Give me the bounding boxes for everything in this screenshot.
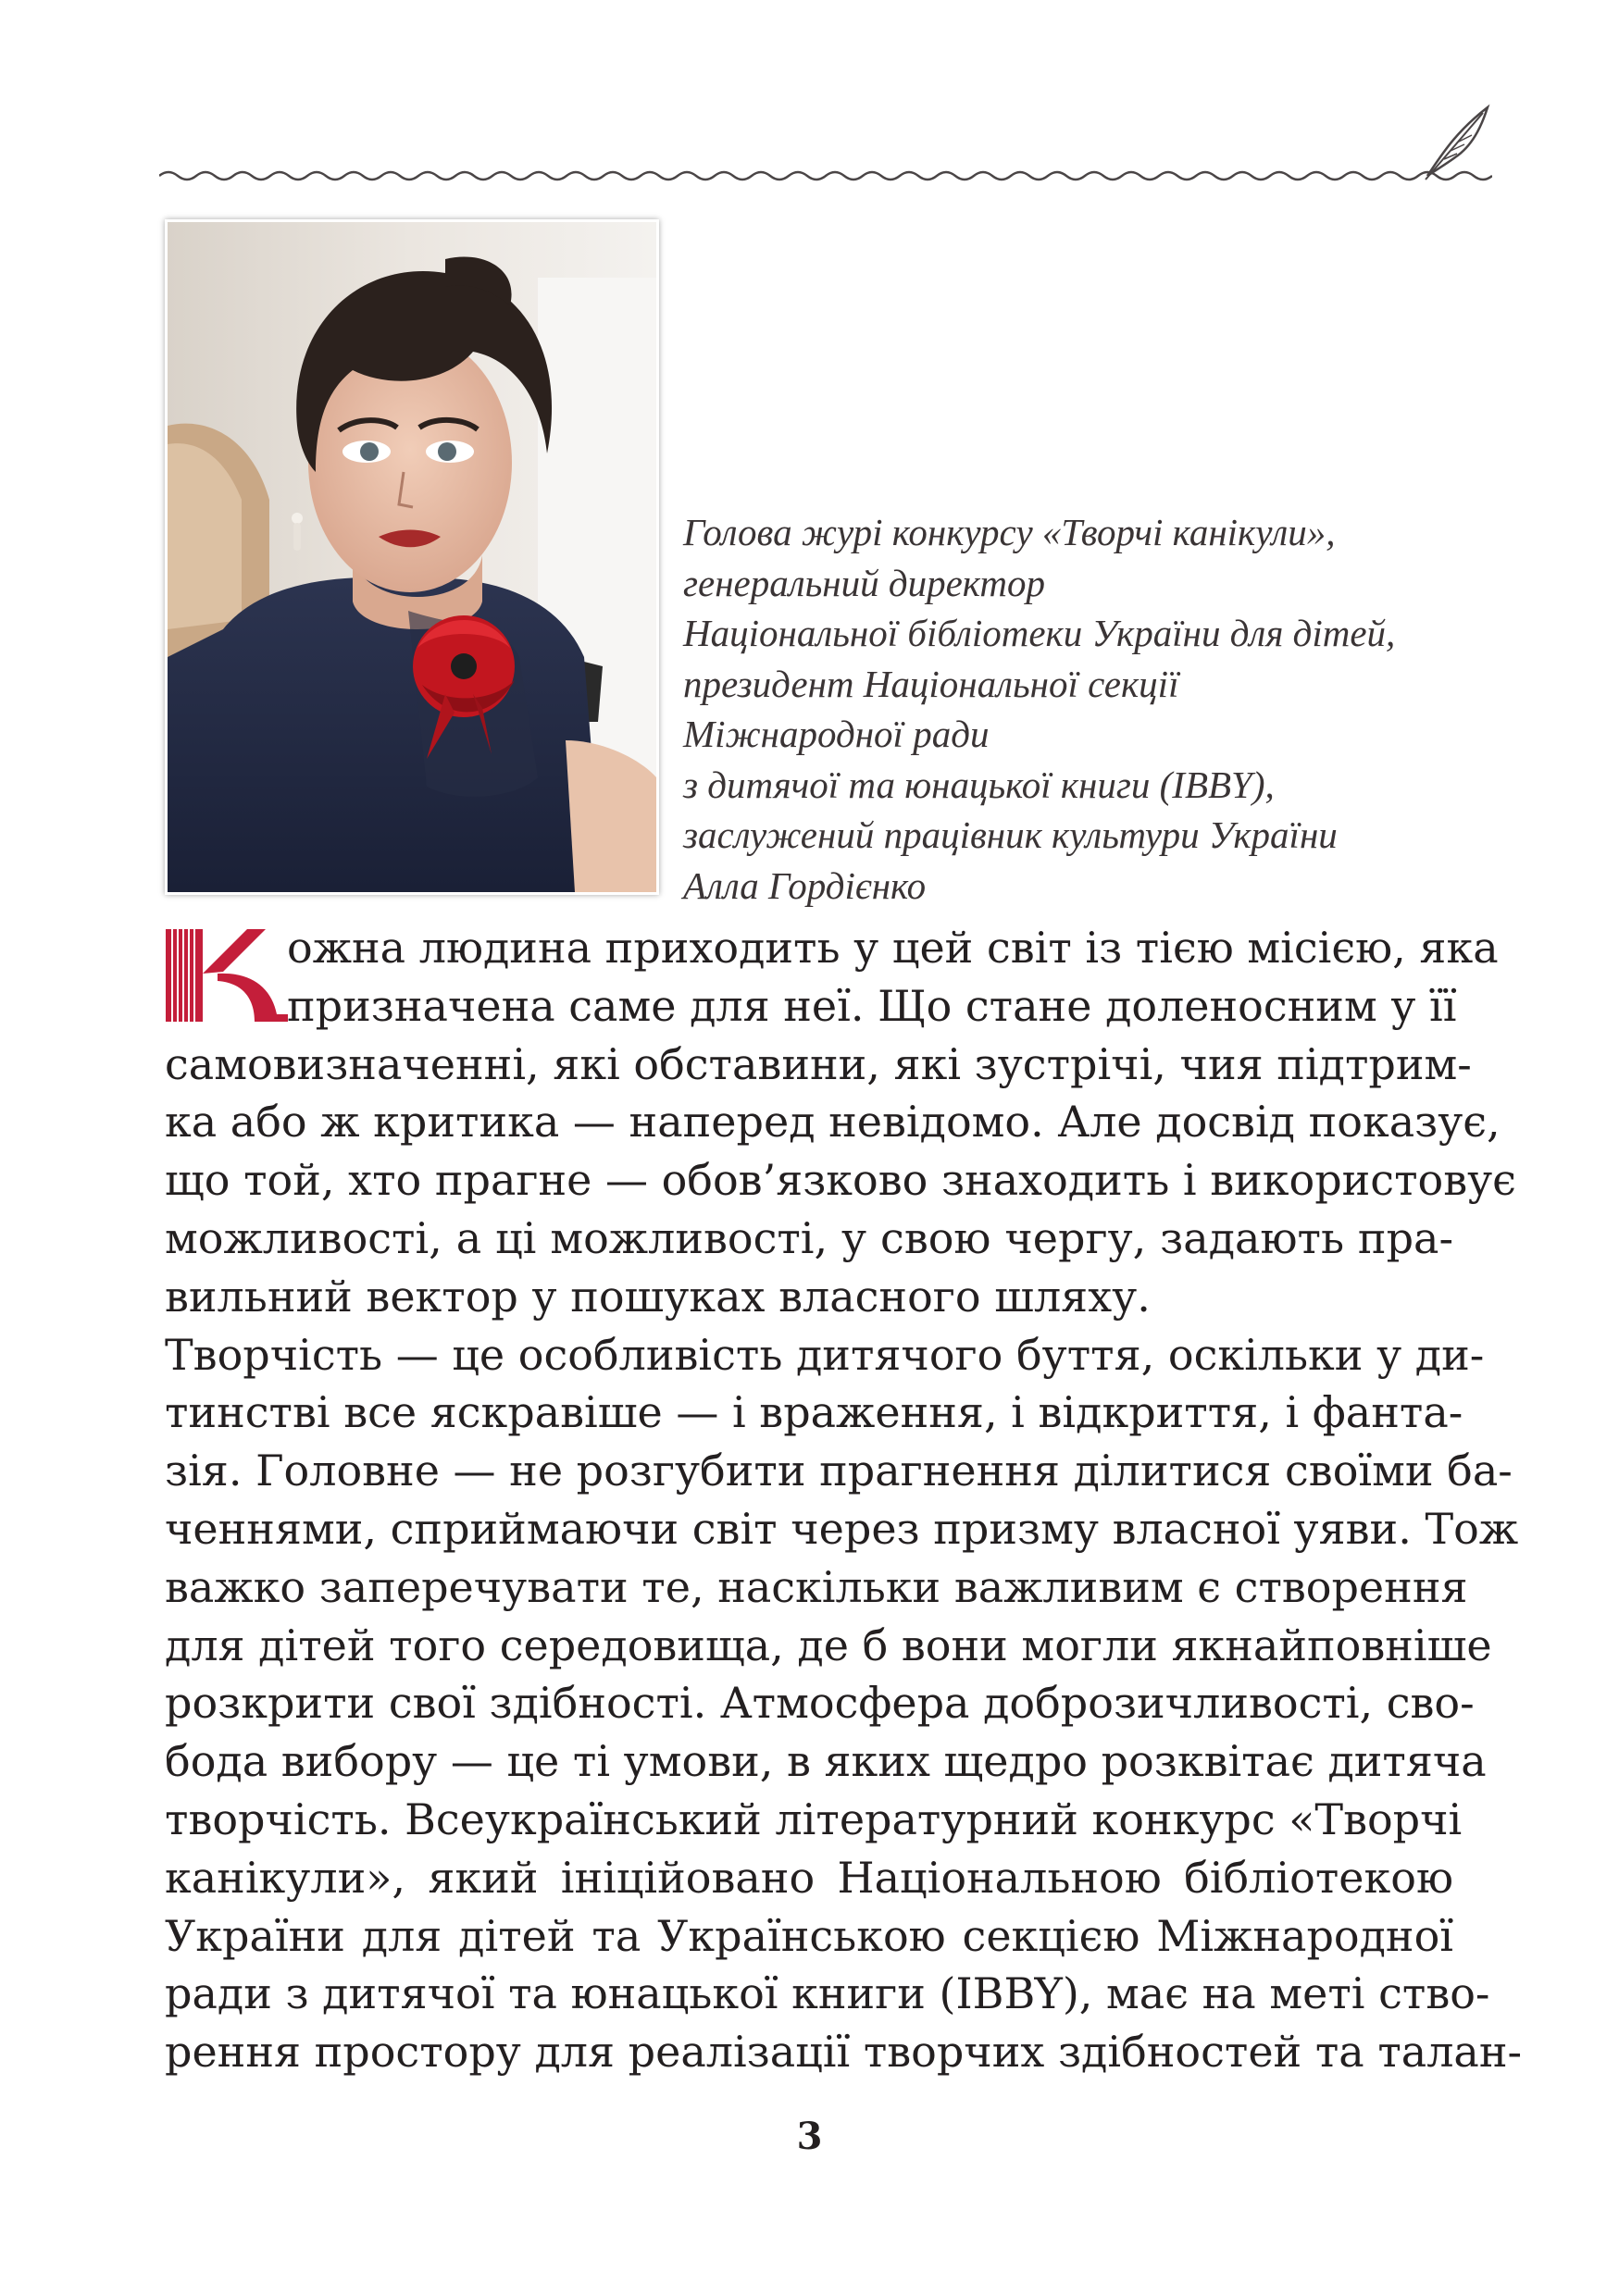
caption-line: генеральний директор bbox=[683, 561, 1046, 604]
body-line: ченнями, сприймаючи світ через призму власної уяви. Тож bbox=[165, 1503, 1519, 1554]
caption-line: президент Національної секції bbox=[683, 662, 1179, 705]
body-line: тинстві все яскравіше — і враження, і відкриття, і фанта- bbox=[165, 1387, 1463, 1438]
body-line: України для дітей та Українською секцією Міжнародної bbox=[165, 1910, 1453, 1961]
body-line: важко заперечувати те, наскільки важливим є створення bbox=[165, 1561, 1468, 1612]
body-line: канікули», який ініційовано Національною бібліотекою bbox=[165, 1852, 1453, 1903]
wavy-line bbox=[159, 172, 1492, 180]
body-line: ради з дитячої та юнацької книги (IBBY), має на меті ство- bbox=[165, 1968, 1490, 2019]
caption-line: Національної бібліотеки України для дітей, bbox=[683, 612, 1396, 654]
caption-line: Міжнародної ради bbox=[683, 713, 990, 755]
caption-line: Голова журі конкурсу «Творчі канікули», bbox=[683, 511, 1336, 553]
caption-author: Алла Гордієнко bbox=[683, 863, 927, 907]
page-number: 3 bbox=[796, 2115, 823, 2158]
body-line: можливості, а ці можливості, у свою чергу, задають пра- bbox=[165, 1212, 1453, 1263]
portrait-photo bbox=[165, 219, 659, 895]
header-ornament bbox=[159, 100, 1492, 183]
photo-caption bbox=[683, 507, 1470, 911]
body-line: зія. Головне — не розгубити прагнення ділитися своїми ба- bbox=[165, 1446, 1513, 1496]
caption-line: заслужений працівник культури України bbox=[683, 813, 1338, 856]
body-line: рення простору для реалізації творчих здібностей та талан- bbox=[165, 2027, 1523, 2078]
body-line: що той, хто прагне — обов’язково знаходить і використовує bbox=[165, 1155, 1516, 1206]
body-line: вильний вектор у пошуках власного шляху. bbox=[165, 1271, 1151, 1322]
body-line: ожна людина приходить у цей світ із тією місією, яка bbox=[287, 923, 1499, 973]
caption-line: з дитячої та юнацької книги (IBBY), bbox=[683, 763, 1275, 806]
drop-cap-letter: К bbox=[162, 925, 163, 926]
body-line: призначена саме для неї. Що стане доленосним у її bbox=[287, 980, 1457, 1031]
body-line: для дітей того середовища, де б вони могли якнайповніше bbox=[165, 1620, 1492, 1670]
feather-quill-icon bbox=[1426, 107, 1488, 180]
body-line: самовизначенні, які обставини, які зустрічі, чия підтрим- bbox=[165, 1038, 1472, 1089]
body-line: творчість. Всеукраїнський літературний конкурс «Творчі bbox=[165, 1793, 1463, 1844]
body-text bbox=[165, 919, 1523, 2081]
body-line: Творчість — це особливість дитячого буття, оскільки у ди- bbox=[165, 1329, 1485, 1380]
body-line: бода вибору — це ті умови, в яких щедро розквітає дитяча bbox=[165, 1736, 1487, 1787]
body-line: ка або ж критика — наперед невідомо. Але досвід показує, bbox=[165, 1097, 1501, 1148]
body-line: розкрити свої здібності. Атмосфера доброзичливості, сво- bbox=[165, 1678, 1475, 1729]
